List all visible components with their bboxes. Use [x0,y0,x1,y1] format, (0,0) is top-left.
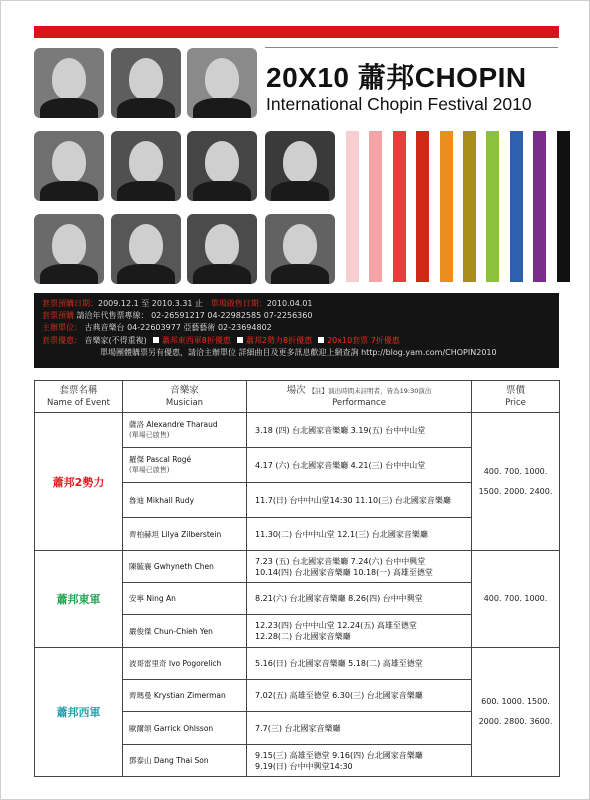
photo-artist-10 [187,214,257,284]
color-bar-6 [463,131,476,282]
performance-cell: 11.30(二) 台中中山堂 12.1(三) 台北國家音樂廳 [247,518,472,551]
event-name: 蕭邦2勢力 [35,413,123,551]
photo-artist-11 [265,214,335,284]
musician-cell: 鄧泰山 Dang Thai Son [123,745,247,777]
header-price: 票價 Price [472,381,560,413]
color-bar-8 [510,131,523,282]
musician-cell: 羅傑 Pascal Rogé (單場已啟售) [123,448,247,483]
performance-cell: 11.7(日) 台中中山堂14:30 11.10(三) 台北國家音樂廳 [247,483,472,518]
info-line-1: 套票預購日期：2009.12.1 至 2010.3.31 止 單場啟售日期：2010.04.01 [42,299,313,308]
photo-artist-1 [34,48,104,118]
color-bar-9 [533,131,546,282]
color-bar-3 [393,131,406,282]
photo-artist-7 [265,131,335,201]
photo-artist-9 [111,214,181,284]
schedule-table [34,380,560,777]
festival-subtitle: International Chopin Festival 2010 [266,94,532,114]
price-cell: 400. 700. 1000. 1500. 2000. 2400. [472,413,560,551]
performance-cell: 5.16(日) 台北國家音樂廳 5.18(二) 高雄至德堂 [247,648,472,680]
performance-cell: 8.21(六) 台北國家音樂廳 8.26(四) 台中中興堂 [247,583,472,615]
performance-cell: 9.15(三) 高雄至德堂 9.16(四) 台北國家音樂廳 9.19(日) 台中中興堂14:30 [247,745,472,777]
info-line-5: 單場團體購票另有優惠，請洽主辦單位 詳細曲目及更多訊息歡迎上網查詢 http://blog.yam.com/CHOPIN2010 [100,347,497,357]
festival-title: 20X10 蕭邦CHOPIN [266,62,527,93]
bullet-square [237,337,243,343]
musician-cell: 魯迪 Mikhail Rudy [123,483,247,518]
info-line-3: 主辦單位： 古典音樂台 04-22603977 亞藝藝術 02-23694802 [42,323,272,333]
price-cell: 600. 1000. 1500. 2000. 2800. 3600. [472,648,560,777]
photo-artist-3 [187,48,257,118]
info-line-4: 套票優惠： 音樂家(不得重複) 蕭邦東西軍8折優惠 蕭邦2勢力8折優惠 20x10套票 7折優惠 [42,335,400,345]
photo-artist-8 [34,214,104,284]
header-musician: 音樂家 Musician [123,381,247,413]
performance-cell: 7.7(三) 台北國家音樂廳 [247,712,472,745]
ticket-info-box [34,293,559,368]
bullet-square [153,337,159,343]
color-bar-10 [557,131,570,282]
bullet-square [318,337,324,343]
performance-cell: 7.02(五) 高雄至德堂 6.30(三) 台北國家音樂廳 [247,680,472,712]
table-header-row [35,381,560,413]
event-name: 蕭邦東軍 [35,551,123,648]
musician-cell: 齊瑪曼 Krystian Zimerman [123,680,247,712]
color-bar-5 [440,131,453,282]
table-row [35,551,560,583]
color-bar-4 [416,131,429,282]
performance-cell: 7.23 (五) 台北國家音樂廳 7.24(六) 台中中興堂 10.14(四) 台北國家音樂廳 10.18(一) 高雄至德堂 [247,551,472,583]
table-row [35,648,560,680]
photo-artist-6 [187,131,257,201]
table-row [35,413,560,448]
event-name: 蕭邦西軍 [35,648,123,777]
title-rule [265,47,558,48]
photo-artist-5 [111,131,181,201]
musician-cell: 波哥雷里奇 Ivo Pogorelich [123,648,247,680]
header-event: 套票名稱 Name of Event [35,381,123,413]
color-bar-1 [346,131,359,282]
header-performance: 場次 【註】演出時間未註明者，皆為19:30演出 Performance [247,381,472,413]
musician-cell: 嚴俊傑 Chun-Chieh Yen [123,615,247,648]
performance-cell: 12.23(四) 台中中山堂 12.24(五) 高雄至德堂 12.28(二) 台北國家音樂廳 [247,615,472,648]
performance-cell: 3.18 (四) 台北國家音樂廳 3.19(五) 台中中山堂 [247,413,472,448]
performance-cell: 4.17 (六) 台北國家音樂廳 4.21(三) 台中中山堂 [247,448,472,483]
info-line-2: 套票預購 請洽年代售票專線： 02-26591217 04-22982585 07-2256360 [42,311,313,321]
musician-cell: 陳毓襄 Gwhyneth Chen [123,551,247,583]
musician-cell: 薩洛 Alexandre Tharaud (單場已啟售) [123,413,247,448]
photo-artist-4 [34,131,104,201]
top-red-bar [34,26,559,38]
photo-artist-2 [111,48,181,118]
musician-cell: 齊柏赫坦 Lilya Zilberstein [123,518,247,551]
color-bar-2 [369,131,382,282]
price-cell: 400. 700. 1000. [472,551,560,648]
musician-cell: 歐爾頌 Garrick Ohlsson [123,712,247,745]
color-bar-7 [486,131,499,282]
musician-cell: 安寧 Ning An [123,583,247,615]
